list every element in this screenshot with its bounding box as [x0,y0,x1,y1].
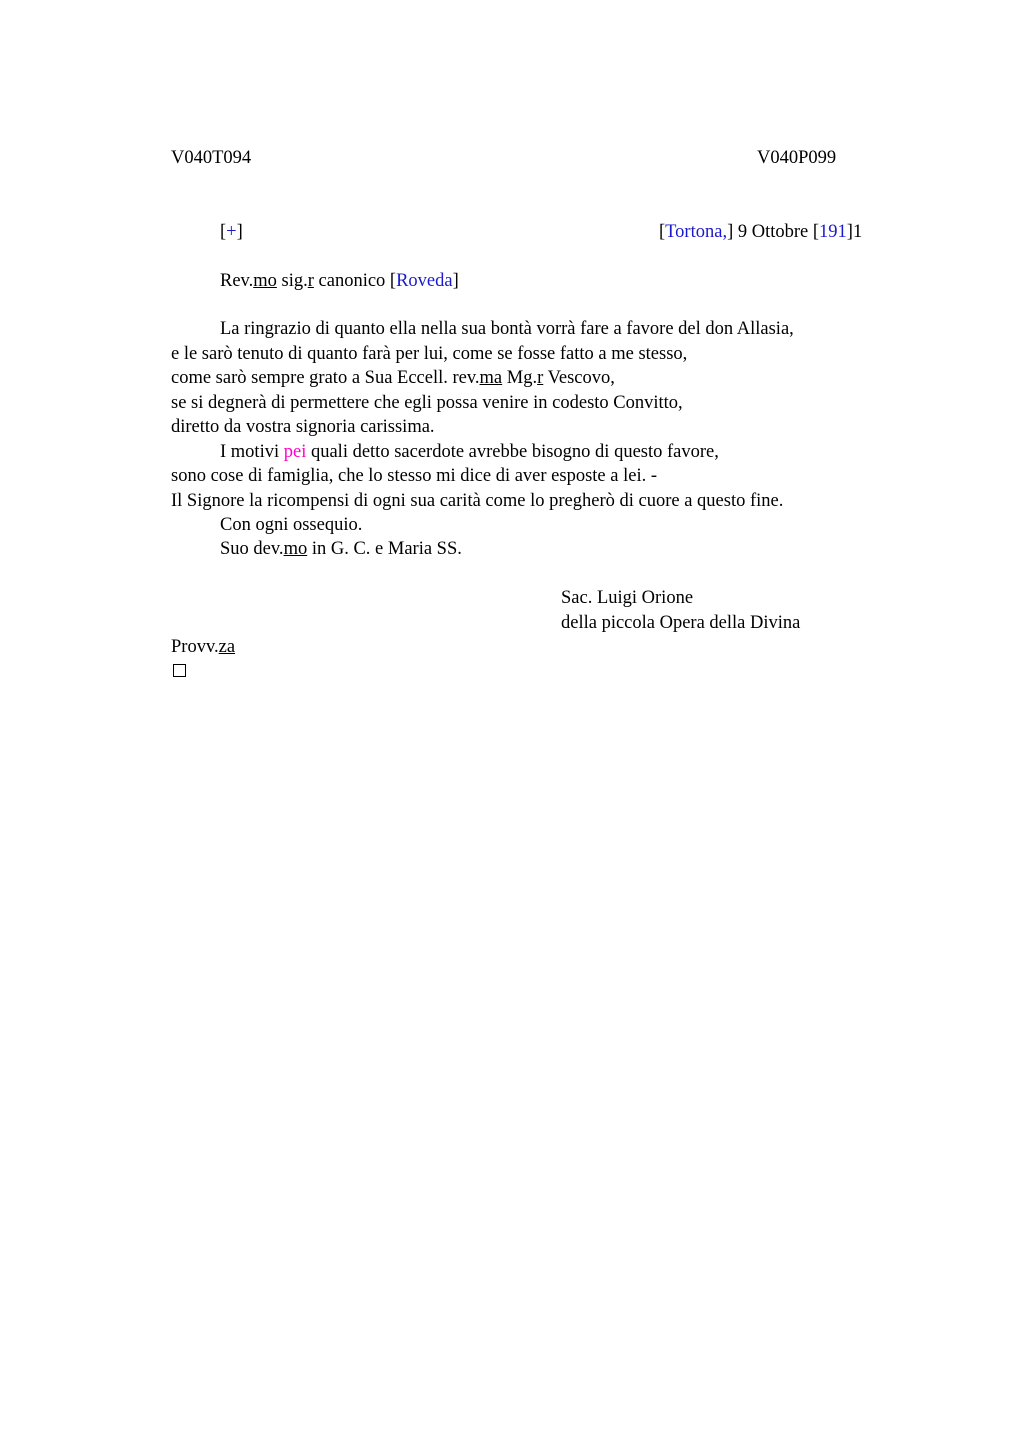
body-line: Suo dev.mo in G. C. e Maria SS. [220,539,462,559]
signature-org-continued: Provv.za [171,637,236,657]
checkbox-symbol [173,664,186,677]
year-part: 191 [819,222,847,242]
signature-name: Sac. Luigi Orione [561,588,694,608]
body-line: Con ogni ossequio. [220,515,363,535]
body-line: sono cose di famiglia, che lo stesso mi dice di aver esposte a lei. - [171,466,658,486]
document-code-left: V040T094 [171,148,252,168]
document-code-right: V040P099 [757,148,837,168]
recipient-name: Roveda [396,271,453,291]
highlighted-word: pei [283,442,307,462]
body-line: I motivi pei quali detto sacerdote avrebbe bisogno di questo favore, [220,442,719,462]
cross-mark: [+] [220,222,243,242]
place-name: Tortona, [665,222,728,242]
body-line: diretto da vostra signoria carissima. [171,417,435,437]
body-line: Il Signore la ricompensi di ogni sua carità come lo pregherò di cuore a questo fine. [171,491,784,511]
signature-org: della piccola Opera della Divina [561,613,801,633]
body-line: La ringrazio di quanto ella nella sua bontà vorrà fare a favore del don Allasia, [220,319,794,339]
body-line: e le sarò tenuto di quanto farà per lui, come se fosse fatto a me stesso, [171,344,688,364]
date-line: [Tortona,] 9 Ottobre [191]1 [659,222,863,242]
body-line: se si degnerà di permettere che egli possa venire in codesto Convitto, [171,393,683,413]
body-line: come sarò sempre grato a Sua Eccell. rev.ma Mg.r Vescovo, [171,368,615,388]
salutation: Rev.mo sig.r canonico [Roveda] [220,271,459,291]
